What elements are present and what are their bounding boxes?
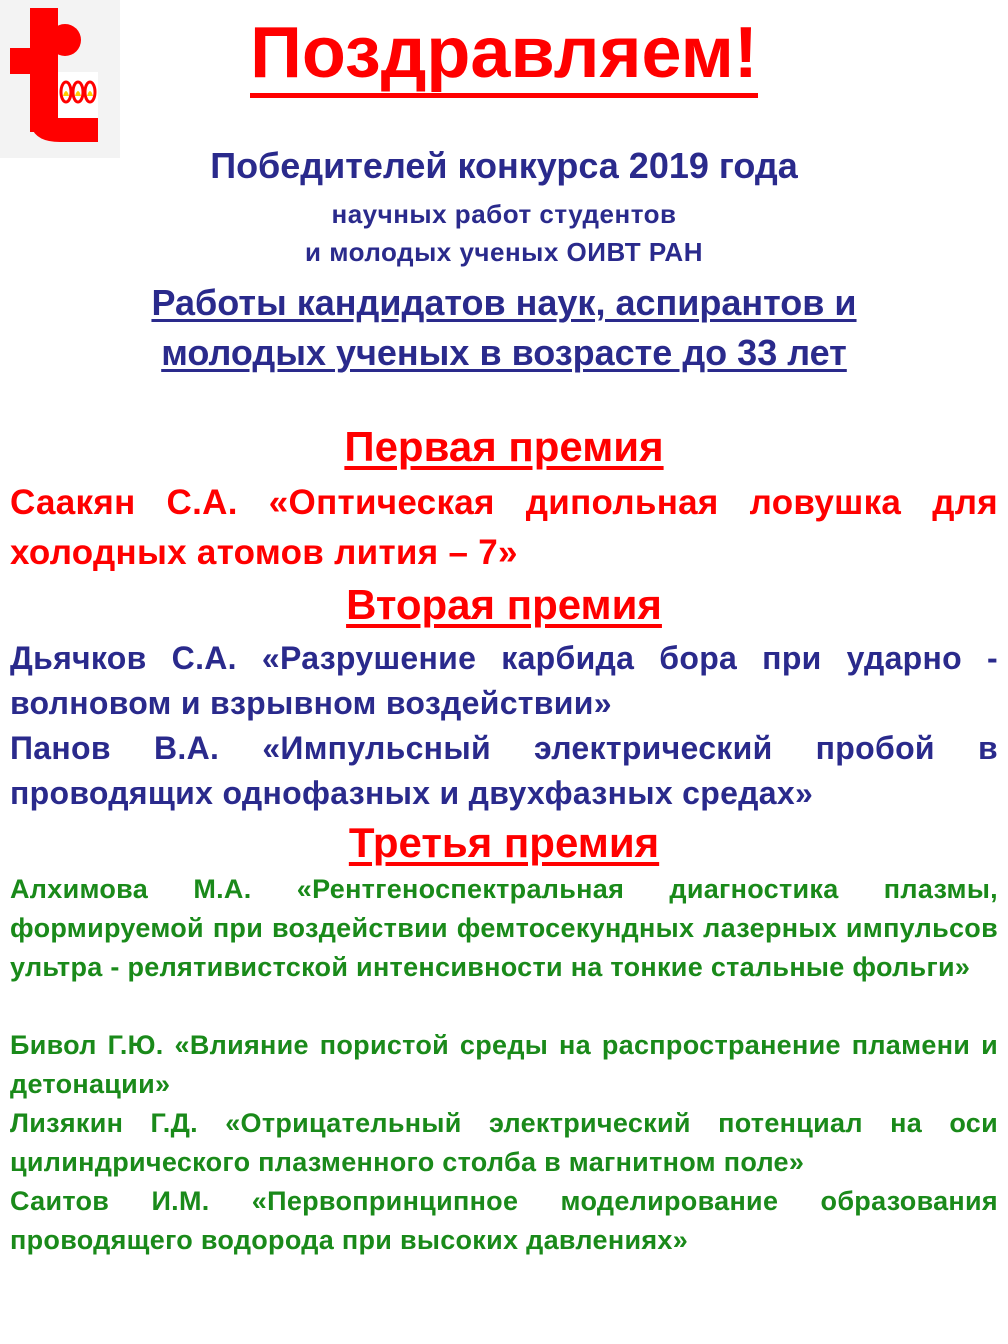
- second-prize-heading: [0, 580, 1008, 630]
- first-prize-heading-text: Первая премия: [344, 423, 664, 470]
- second-prize-entry: Панов В.А. «Импульсный электрический пробой в проводящих однофазных и двухфазных средах»: [10, 730, 998, 811]
- category-line-1: Работы кандидатов наук, аспирантов и: [151, 282, 857, 323]
- third-prize-entry: Алхимова М.А. «Рентгеноспектральная диагностика плазмы, формируемой при воздействии фемтосекундных лазерных импульсов ультра - релятивистской интенсивности на тонкие стальные фольги»: [10, 874, 998, 982]
- third-prize-entry: Саитов И.М. «Первопринципное моделирование образования проводящего водорода при высоких давлениях»: [10, 1186, 998, 1255]
- second-prize-heading-text: Вторая премия: [346, 581, 662, 628]
- category-heading: [0, 278, 1008, 378]
- second-prize-entry: Дьячков С.А. «Разрушение карбида бора при ударно - волновом и взрывном воздействии»: [10, 640, 998, 721]
- page-title: [0, 8, 1008, 98]
- third-prize-heading-text: Третья премия: [348, 819, 660, 866]
- subtitle-line-1: Победителей конкурса 2019 года: [210, 145, 798, 186]
- page-title-text: Поздравляем!: [250, 13, 758, 98]
- third-prize-heading: [0, 818, 1008, 868]
- category-line-2: молодых ученых в возрасте до 33 лет: [161, 332, 847, 373]
- third-prize-entry: Лизякин Г.Д. «Отрицательный электрический потенциал на оси цилиндрического плазменного столба в магнитном поле»: [10, 1108, 998, 1177]
- first-prize-entry: Саакян С.А. «Оптическая дипольная ловушка для холодных атомов лития – 7»: [10, 483, 998, 572]
- subtitle-line-2: научных работ студентов: [331, 199, 677, 229]
- subtitle-line-3: и молодых ученых ОИВТ РАН: [305, 237, 703, 267]
- third-prize-entry: Бивол Г.Ю. «Влияние пористой среды на распространение пламени и детонации»: [10, 1030, 998, 1099]
- first-prize-heading: [0, 422, 1008, 472]
